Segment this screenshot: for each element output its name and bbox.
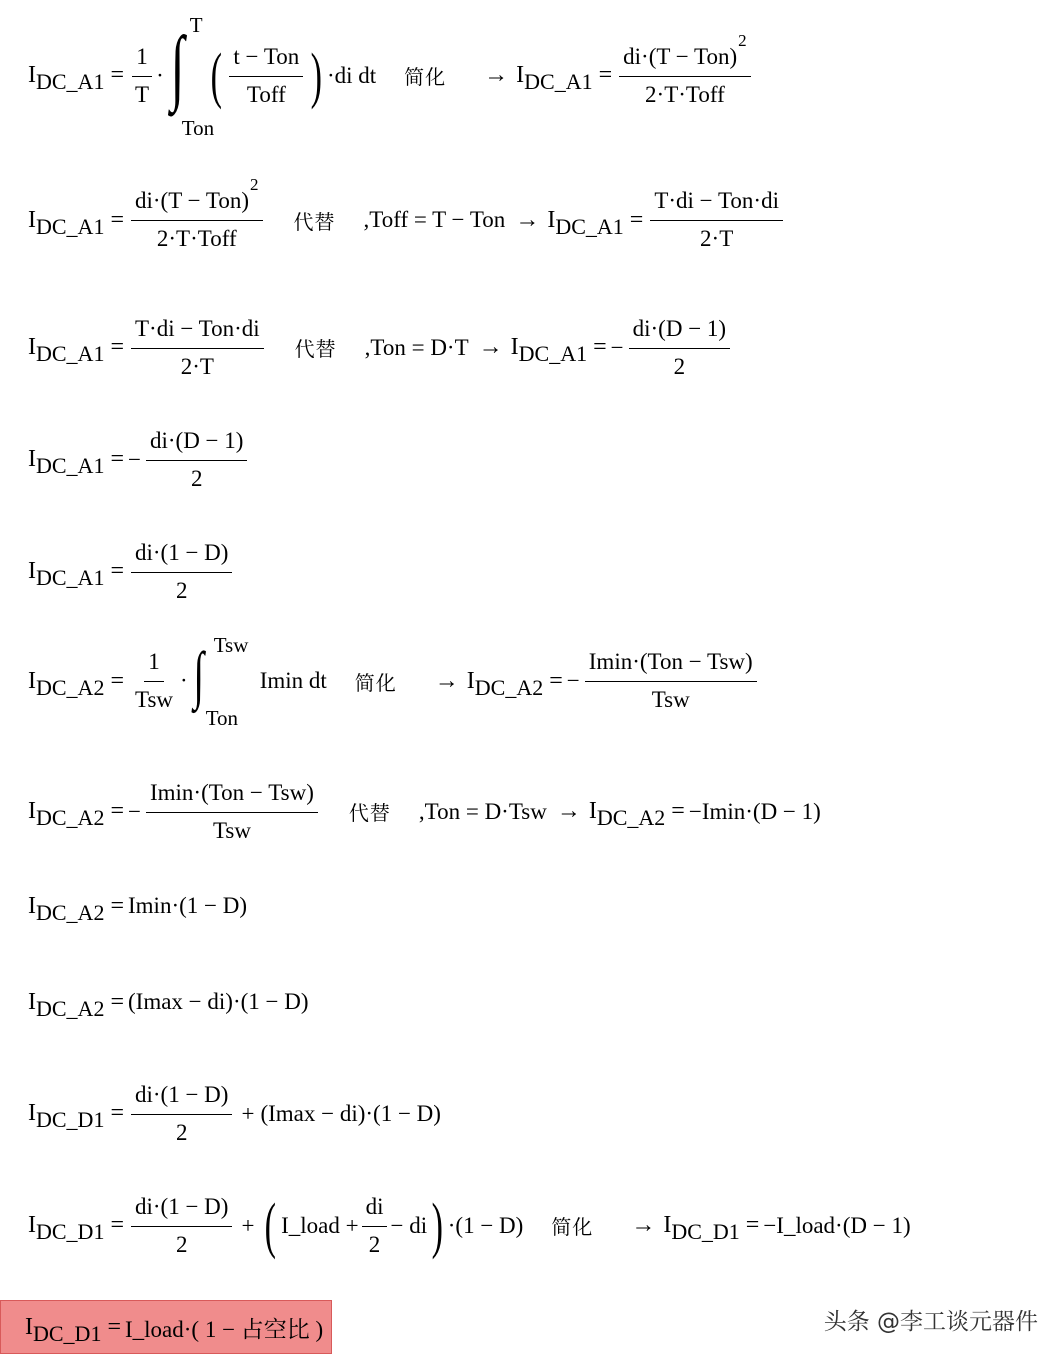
current-symbol: I: [28, 667, 36, 694]
lhs: [25, 1313, 102, 1346]
equation-6: [28, 633, 760, 730]
simplify-label: 简化: [354, 670, 397, 695]
current-symbol: I: [516, 62, 525, 88]
subscript: DC_D1: [671, 1219, 740, 1244]
integral-lower-limit: Ton: [205, 706, 239, 730]
current-symbol: I: [28, 798, 36, 824]
minus-sign: −: [566, 668, 580, 693]
equals-sign: =: [745, 1212, 760, 1238]
denominator: 2·T·Toff: [156, 226, 237, 251]
current-symbol: I: [28, 892, 36, 919]
lhs: [28, 558, 105, 590]
right-paren: ): [310, 41, 323, 110]
subscript: DC_A2: [474, 674, 544, 700]
fraction: [131, 1082, 232, 1146]
result-fraction: [629, 316, 730, 380]
numerator: 1: [144, 649, 164, 682]
result-lhs: [588, 798, 666, 830]
denominator: 2: [190, 465, 203, 491]
equation-1: [28, 12, 754, 140]
numerator: di·(1 − D): [131, 540, 232, 573]
result-lhs: [516, 62, 593, 94]
equals-sign: =: [671, 798, 685, 824]
lhs: [28, 988, 105, 1021]
fraction: [146, 428, 247, 492]
numerator: di·(D − 1): [146, 428, 247, 461]
result-fraction: [650, 188, 783, 252]
current-symbol: I: [466, 667, 475, 694]
lhs: [28, 446, 105, 478]
dot: ·: [180, 668, 188, 693]
equals-sign: =: [598, 62, 613, 88]
subscript: DC_D1: [36, 1219, 105, 1244]
expression: Imin·(1 − D): [128, 893, 247, 918]
denominator: 2: [175, 1231, 188, 1257]
subscript: DC_D1: [36, 1107, 105, 1132]
subscript: DC_A1: [555, 213, 624, 239]
subscript: DC_A2: [36, 674, 105, 700]
subscript: DC_A1: [36, 341, 105, 366]
equation-4: [28, 422, 250, 497]
result-expression: −I_load·(D − 1): [763, 1212, 911, 1238]
denominator: 2·T·Toff: [645, 81, 725, 107]
numerator: T·di − Ton·di: [650, 188, 783, 221]
minus-sign: −: [128, 798, 141, 824]
integral-upper-limit: Tsw: [213, 633, 249, 657]
denominator: 2: [368, 1231, 381, 1257]
integral-lower-limit: Ton: [181, 115, 215, 140]
current-symbol: I: [547, 206, 556, 233]
denominator: 2: [673, 353, 686, 379]
plus-sign: +: [241, 1212, 255, 1238]
numerator: [619, 30, 751, 77]
current-symbol: I: [28, 1212, 36, 1238]
current-symbol: I: [510, 334, 519, 360]
equation-12-highlighted: [0, 1300, 332, 1354]
fraction: [131, 540, 232, 604]
denominator: Tsw: [212, 817, 251, 843]
equals-sign: =: [110, 334, 124, 360]
equation-11: [28, 1188, 911, 1263]
subscript: DC_A2: [36, 805, 105, 830]
denominator: 2·T: [180, 353, 214, 379]
fraction: [146, 780, 318, 844]
result-lhs: [663, 1212, 740, 1244]
denominator: T: [135, 81, 150, 107]
equation-3: [28, 310, 733, 385]
substitute-label: 代替: [348, 801, 391, 825]
equation-7: [28, 774, 821, 849]
plus-sign: +: [241, 1100, 255, 1126]
arrow-icon: →: [478, 334, 503, 360]
substitute-label: 代替: [293, 209, 336, 234]
equation-2: [28, 175, 786, 260]
fraction: [229, 44, 303, 108]
fraction: [131, 1194, 232, 1258]
inner-expression: I_load +: [281, 1212, 359, 1238]
exponent: 2: [738, 30, 747, 50]
equals-sign: =: [110, 206, 124, 233]
equals-sign: =: [110, 988, 124, 1015]
dot: ·: [156, 62, 164, 88]
numerator: di·(D − 1): [629, 316, 730, 349]
fraction: [131, 175, 263, 252]
numerator: t − Ton: [229, 44, 303, 77]
current-symbol: I: [28, 558, 36, 584]
numerator: Imin·(Ton − Tsw): [146, 780, 318, 813]
current-symbol: I: [28, 1100, 36, 1126]
integral: [192, 633, 249, 730]
integrand-tail: ·di dt: [326, 62, 377, 88]
substitute-label: 代替: [294, 337, 337, 361]
subscript: DC_A1: [36, 69, 105, 94]
equals-sign: =: [107, 1313, 121, 1340]
fraction: [131, 44, 153, 108]
equals-sign: =: [110, 1212, 124, 1238]
equals-sign: =: [110, 446, 124, 472]
numerator-text: di·(T − Ton): [135, 188, 250, 213]
denominator: Tsw: [651, 687, 690, 712]
expression: (Imax − di)·(1 − D): [260, 1100, 441, 1126]
current-symbol: I: [588, 798, 597, 824]
numerator: di·(1 − D): [131, 1082, 232, 1115]
equation-10: [28, 1076, 441, 1151]
result-lhs: [547, 206, 624, 239]
left-paren: (: [265, 1191, 277, 1260]
lhs: [28, 667, 105, 700]
substitution-expression: ,Ton = D·Tsw: [418, 798, 547, 824]
lhs: [28, 798, 105, 830]
minus-sign: −: [128, 446, 141, 472]
equals-sign: =: [110, 558, 124, 584]
denominator: 2: [175, 1119, 188, 1145]
watermark: 头条 @李工谈元器件: [823, 1309, 1038, 1335]
exponent: 2: [250, 175, 259, 194]
integrand: Imin dt: [259, 668, 327, 693]
equals-sign: =: [110, 667, 124, 694]
denominator: 2·T: [700, 226, 734, 251]
current-symbol: I: [28, 446, 36, 472]
integral-sign-icon: ∫: [193, 639, 204, 710]
equation-9: [28, 982, 309, 1022]
arrow-icon: →: [631, 1212, 656, 1238]
equals-sign: =: [110, 1100, 124, 1126]
result-fraction: [585, 649, 757, 713]
subscript: DC_A2: [36, 995, 105, 1021]
result-lhs: [466, 667, 544, 700]
lhs: [28, 1100, 105, 1132]
fraction: [131, 316, 264, 380]
subscript: DC_A2: [596, 805, 666, 830]
subscript: DC_A1: [518, 341, 588, 366]
expression: (Imax − di)·(1 − D): [128, 989, 309, 1014]
equation-5: [28, 534, 235, 609]
numerator: di·(1 − D): [131, 1194, 232, 1227]
lhs: [28, 334, 105, 366]
lhs: [28, 62, 105, 94]
current-symbol: I: [28, 988, 36, 1015]
left-paren: (: [210, 41, 222, 110]
subscript: DC_A1: [36, 213, 105, 239]
current-symbol: I: [28, 62, 36, 88]
result-fraction: [619, 30, 751, 108]
numerator-text: di·(T − Ton): [623, 43, 738, 69]
subscript: DC_A1: [36, 453, 105, 478]
numerator: Imin·(Ton − Tsw): [585, 649, 757, 682]
equals-sign: =: [549, 667, 563, 694]
equals-sign: =: [629, 206, 644, 233]
inner-expression: − di: [390, 1212, 428, 1238]
lhs: [28, 892, 105, 925]
subscript: DC_A1: [36, 565, 105, 590]
lhs: [28, 1212, 105, 1244]
current-symbol: I: [28, 334, 36, 360]
current-symbol: I: [663, 1212, 672, 1238]
numerator: [131, 175, 263, 221]
current-symbol: I: [25, 1313, 33, 1340]
right-paren: ): [431, 1191, 444, 1260]
equals-sign: =: [110, 62, 124, 88]
result-expression: −Imin·(D − 1): [688, 798, 821, 824]
integral-sign-icon: ∫: [170, 19, 185, 113]
numerator: 1: [132, 44, 152, 77]
integral-upper-limit: T: [189, 12, 203, 37]
subscript: DC_A1: [524, 69, 593, 94]
minus-sign: −: [610, 334, 624, 360]
arrow-icon: →: [434, 667, 459, 694]
substitution-expression: ,Ton = D·T: [364, 334, 469, 360]
denominator: Tsw: [135, 687, 174, 712]
expression: I_load·( 1 − 占空比 ): [125, 1316, 324, 1342]
fraction: [131, 649, 177, 713]
simplify-label: 简化: [404, 65, 447, 89]
integral: [168, 12, 215, 140]
current-symbol: I: [28, 206, 36, 233]
subscript: DC_D1: [33, 1320, 102, 1346]
inner-fraction: [362, 1194, 388, 1258]
equals-sign: =: [110, 798, 124, 824]
arrow-icon: →: [484, 62, 509, 88]
equals-sign: =: [110, 892, 124, 919]
substitution-expression: ,Toff = T − Ton: [363, 207, 506, 232]
denominator: Toff: [246, 81, 286, 107]
arrow-icon: →: [515, 206, 540, 233]
numerator: di: [362, 1194, 388, 1227]
denominator: 2: [175, 577, 188, 603]
lhs: [28, 206, 105, 239]
arrow-icon: →: [556, 798, 581, 824]
subscript: DC_A2: [36, 899, 105, 925]
result-lhs: [510, 334, 588, 366]
equals-sign: =: [593, 334, 607, 360]
numerator: T·di − Ton·di: [131, 316, 264, 349]
expression-tail: ·(1 − D): [447, 1212, 524, 1238]
simplify-label: 简化: [551, 1215, 594, 1239]
equation-8: [28, 886, 247, 926]
